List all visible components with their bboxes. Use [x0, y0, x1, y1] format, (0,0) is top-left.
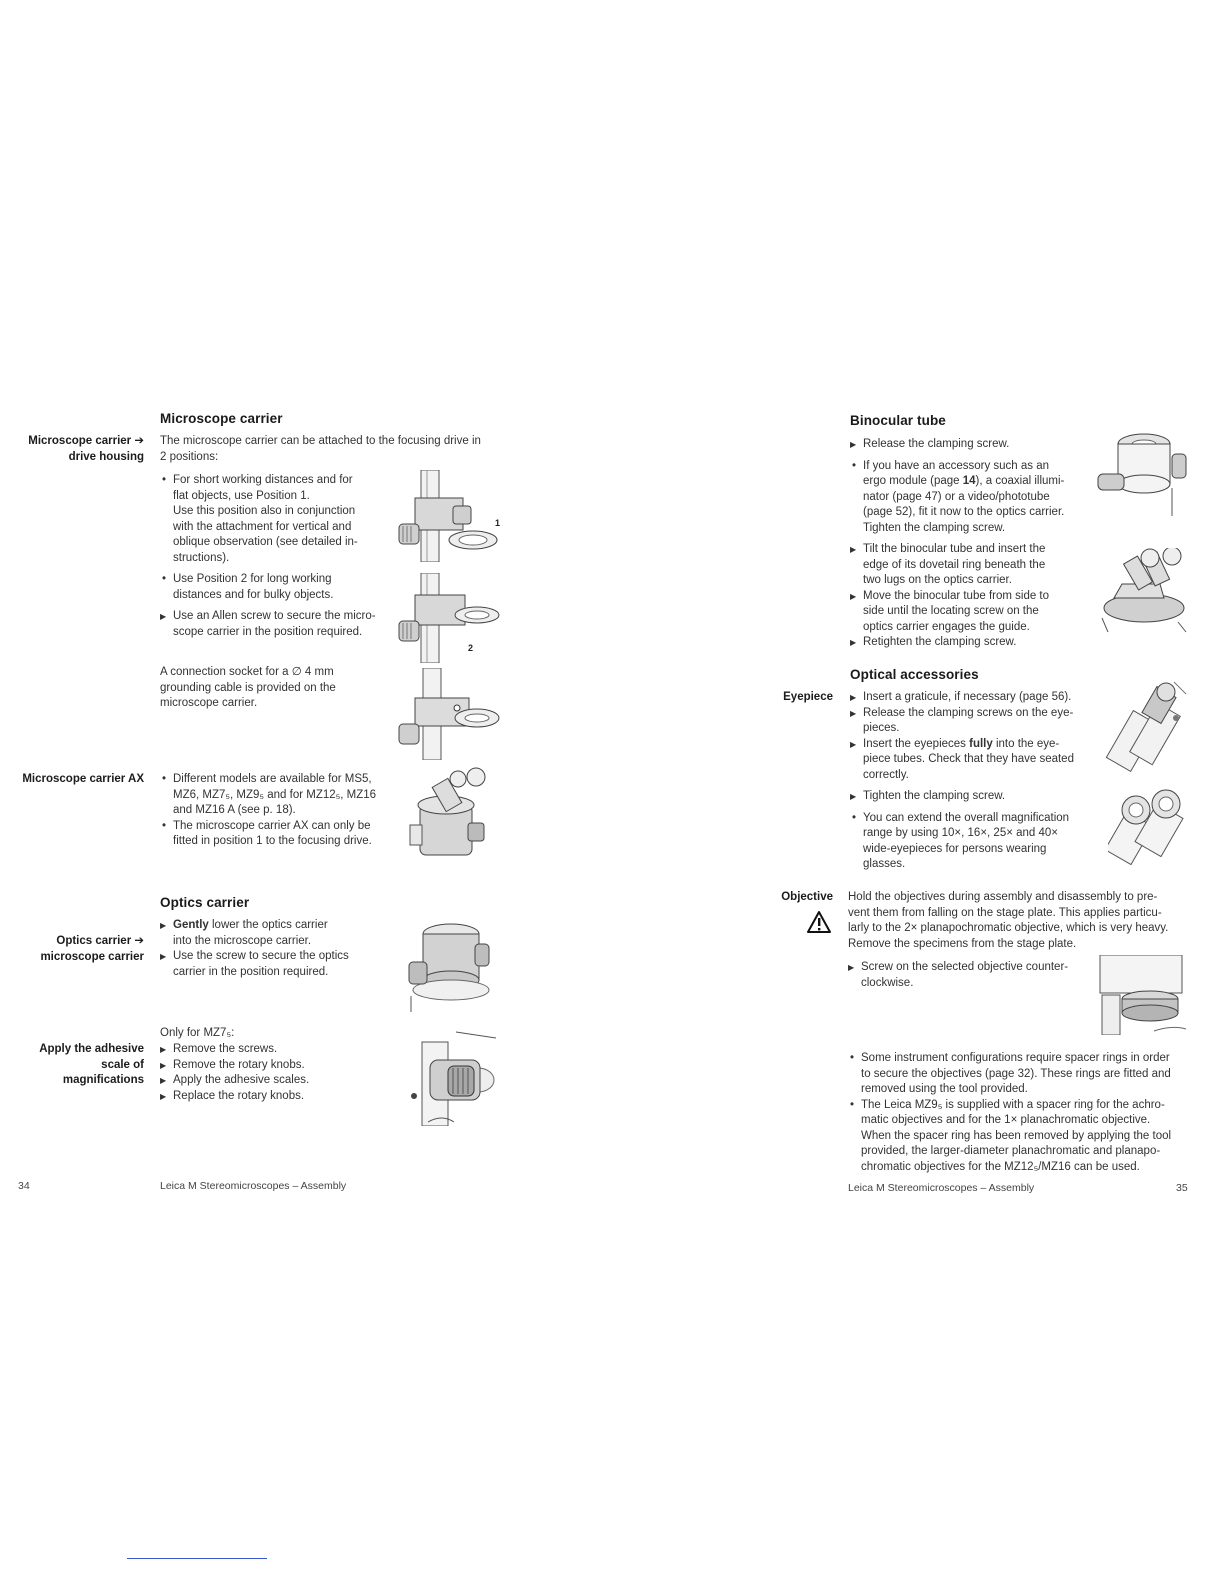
side-label-line: Microscope carrier ➔ [28, 435, 144, 447]
text-line: correctly. [863, 768, 909, 781]
list-item [160, 572, 400, 603]
rotary-knob-figure [408, 1030, 498, 1126]
side-label-optics-carrier [0, 934, 144, 965]
text-line: Use this position also in conjunction [173, 505, 356, 517]
only-for-note: Only for MZ7₅: [160, 1027, 235, 1039]
text-line: chromatic objectives for the MZ12₅/MZ16 can be used. [861, 1160, 1140, 1173]
list-item: ▶ Retighten the clamping screw. [850, 635, 1090, 651]
page-number-left: 34 [18, 1180, 30, 1192]
list-item: ▶ Tighten the clamping screw. [850, 789, 1090, 805]
text-line: piece tubes. Check that they have seated [863, 753, 1074, 765]
carrier-ax-bullets [160, 772, 400, 856]
position-2-label: 2 [468, 643, 474, 653]
list-item [160, 949, 400, 980]
text-line: ▶ Move the binocular tube from side to [863, 589, 1050, 602]
text-line: (page 52), fit it now to the optics carrier. [863, 506, 1065, 518]
list-item: ▶ Release the clamping screw. [850, 437, 1090, 453]
list-item: ▶ Replace the rotary knobs. [160, 1089, 400, 1105]
eyepiece-steps [850, 690, 1090, 879]
carrier-bullets [160, 473, 400, 646]
text-line: • Use Position 2 for long working [173, 573, 332, 585]
text-line: carrier in the position required. [173, 965, 329, 978]
side-label-line: scale of [101, 1058, 144, 1071]
carrier-ax-figure [408, 765, 493, 865]
wide-eyepieces-figure [1108, 786, 1188, 866]
text-line: distances and for bulky objects. [173, 588, 334, 601]
side-label-line: magnifications [62, 1074, 144, 1086]
text-line: MZ6, MZ7₅, MZ9₅ and for MZ12₅, MZ16 [173, 788, 377, 801]
text-line: glasses. [863, 858, 906, 870]
text-line [173, 918, 400, 934]
side-label-carrier-drive [0, 434, 144, 465]
list-item [850, 737, 1090, 784]
text-fragment: ergo module (page [863, 475, 963, 487]
text-line [863, 474, 1090, 490]
side-label-line: Optics carrier ➔ [56, 935, 144, 947]
text-fragment: ), a coaxial illumi- [975, 475, 1065, 487]
adhesive-steps [160, 1042, 400, 1104]
side-label-eyepiece: Eyepiece [783, 691, 833, 703]
text-line: The microscope carrier can be attached to the focusing drive in [160, 435, 481, 447]
list-item [160, 772, 400, 819]
section-title-binocular-tube: Binocular tube [850, 413, 946, 428]
text-line: A connection socket for a ∅ 4 mm [160, 666, 334, 678]
text-line: larly to the 2× planapochromatic objective, which is very heavy. [848, 922, 1169, 934]
text-line: removed using the tool provided. [861, 1083, 1028, 1095]
text-line: • You can extend the overall magnification [863, 811, 1070, 824]
text-line: Remove the specimens from the stage plate. [848, 937, 1077, 950]
list-item: ▶ Remove the screws. [160, 1042, 400, 1058]
text-line: structions). [173, 551, 230, 564]
list-item [160, 819, 400, 850]
text-line: ▶ Use the screw to secure the optics [173, 950, 349, 962]
side-label-objective: Objective [781, 891, 833, 903]
list-item [160, 473, 400, 566]
socket-note [160, 665, 390, 712]
text-line: • For short working distances and for [173, 474, 353, 486]
list-item [850, 459, 1090, 537]
list-item [160, 609, 400, 640]
binocular-steps [850, 437, 1090, 657]
objective-notes [848, 1051, 1193, 1175]
text-line: pieces. [863, 722, 900, 734]
carrier-position-1-figure [395, 470, 505, 562]
binocular-tube-figure [1094, 548, 1189, 634]
list-item [850, 811, 1090, 873]
grounding-socket-figure [395, 668, 505, 760]
text-line: and MZ16 A (see p. 18). [173, 804, 296, 816]
carrier-position-2-figure [395, 573, 505, 663]
optics-carrier-steps [160, 918, 400, 980]
text-line: range by using 10×, 16×, 25× and 40× [863, 827, 1059, 839]
text-fragment: lower the optics carrier [208, 919, 328, 931]
list-item: ▶ Insert a graticule, if necessary (page 56). [850, 690, 1090, 706]
side-label-carrier-ax: Microscope carrier AX [22, 773, 144, 785]
text-line: Tighten the clamping screw. [863, 521, 1006, 534]
page-number-right: 35 [1176, 1182, 1188, 1194]
text-line: nator (page 47) or a video/phototube [863, 490, 1050, 503]
section-title-optical-accessories: Optical accessories [850, 667, 979, 682]
side-label-line: microscope carrier [40, 950, 144, 963]
text-line: edge of its dovetail ring beneath the [863, 558, 1046, 571]
list-item [848, 960, 1088, 991]
text-line: scope carrier in the position required. [173, 625, 363, 638]
list-item: ▶ Apply the adhesive scales. [160, 1073, 400, 1089]
section-title-optics-carrier: Optics carrier [160, 895, 250, 910]
list-item [850, 542, 1090, 589]
text-line: clockwise. [861, 976, 914, 989]
bold-text: fully [969, 737, 993, 750]
text-line: provided, the larger-diameter planachromatic and planapo- [861, 1145, 1161, 1157]
footer-right: Leica M Stereomicroscopes – Assembly [848, 1182, 1035, 1194]
eyepiece-insert-figure [1098, 680, 1190, 772]
text-line [863, 737, 1090, 753]
text-fragment: Insert the eyepieces [863, 737, 970, 750]
text-line: oblique observation (see detailed in- [173, 536, 358, 548]
bold-text: Gently [173, 919, 209, 931]
text-line: wide-eyepieces for persons wearing [863, 842, 1047, 855]
list-item [850, 589, 1090, 636]
bottom-divider [127, 1558, 267, 1559]
list-item [160, 918, 400, 949]
text-line: into the microscope carrier. [173, 934, 312, 947]
side-label-line: Apply the adhesive [39, 1043, 144, 1055]
text-line: vent them from falling on the stage plate. This applies particu- [848, 906, 1162, 919]
text-line: matic objectives and for the 1× planachromatic objective. [861, 1114, 1151, 1126]
warning-icon [806, 910, 832, 934]
list-item [848, 1098, 1193, 1176]
text-line: fitted in position 1 to the focusing drive. [173, 835, 372, 847]
side-label-line: drive housing [68, 450, 144, 463]
text-line: • The microscope carrier AX can only be [173, 819, 371, 832]
text-line: with the attachment for vertical and [173, 520, 352, 533]
text-line: When the spacer ring has been removed by applying the tool [861, 1129, 1172, 1142]
text-line: two lugs on the optics carrier. [863, 574, 1012, 586]
text-line: 2 positions: [160, 450, 219, 463]
position-1-label: 1 [495, 518, 501, 528]
text-fragment: into the eye- [992, 737, 1060, 750]
text-line: ▶ Screw on the selected objective counter- [861, 961, 1069, 973]
list-item: ▶ Remove the rotary knobs. [160, 1058, 400, 1074]
section-title-microscope-carrier: Microscope carrier [160, 411, 283, 426]
text-line: Hold the objectives during assembly and disassembly to pre- [848, 891, 1158, 903]
text-line: ▶ Release the clamping screws on the eye- [863, 706, 1074, 719]
text-line: • Different models are available for MS5, [173, 773, 372, 785]
text-line: • Some instrument configurations require spacer rings in order [861, 1052, 1170, 1064]
text-line: microscope carrier. [160, 697, 258, 709]
side-label-adhesive [0, 1042, 144, 1089]
list-item [848, 1051, 1193, 1098]
list-item [850, 706, 1090, 737]
optics-carrier-figure [405, 918, 497, 1014]
text-line: optics carrier engages the guide. [863, 620, 1030, 633]
ergo-module-figure [1096, 432, 1188, 518]
text-line: to secure the objectives (page 32). These rings are fitted and [861, 1067, 1171, 1080]
text-line: • If you have an accessory such as an [863, 459, 1050, 472]
footer-left: Leica M Stereomicroscopes – Assembly [160, 1180, 347, 1192]
objective-figure [1094, 955, 1189, 1035]
text-line: side until the locating screw on the [863, 605, 1039, 617]
text-line: ▶ Tilt the binocular tube and insert the [863, 543, 1046, 555]
text-line: • The Leica MZ9₅ is supplied with a spacer ring for the achro- [861, 1098, 1165, 1111]
carrier-intro [160, 434, 520, 465]
text-line: ▶ Use an Allen screw to secure the micro- [173, 610, 376, 622]
objective-steps [848, 960, 1088, 997]
objective-warning-text [848, 890, 1193, 952]
bold-text: 14 [962, 475, 976, 487]
text-line: grounding cable is provided on the [160, 681, 336, 694]
text-line: flat objects, use Position 1. [173, 489, 310, 502]
